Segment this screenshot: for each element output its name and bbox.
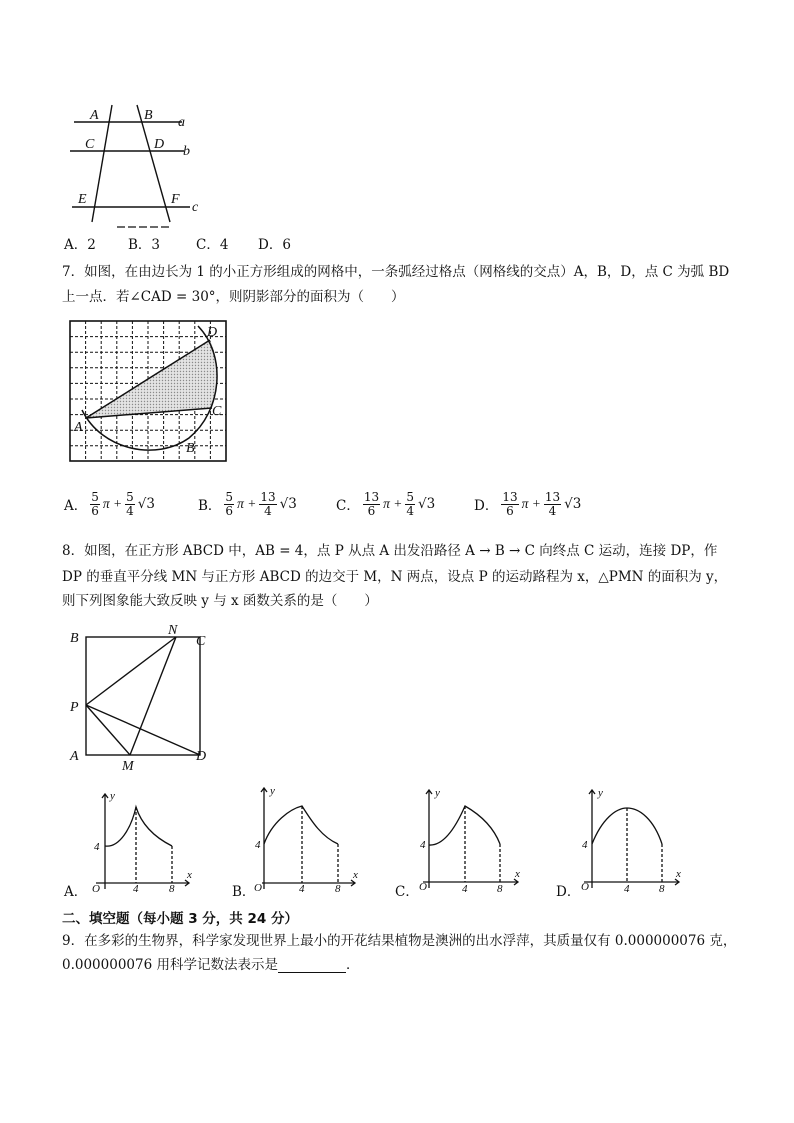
label-B: B	[70, 631, 79, 646]
q9-text-line1: 9．在多彩的生物界，科学家发现世界上最小的开花结果植物是澳洲的出水浮萍，其质量仅有 0.000000076 克，	[62, 933, 737, 949]
label-P: P	[70, 700, 79, 715]
x-tick-8: 8	[497, 883, 503, 894]
x-label: x	[353, 869, 358, 881]
label-A: A	[90, 108, 99, 123]
x-label: x	[187, 869, 192, 881]
x-tick-4: 4	[299, 883, 305, 892]
x-tick-4: 4	[624, 883, 630, 894]
label-D: D	[196, 749, 207, 764]
graph-option-d	[576, 784, 686, 894]
label-E: E	[78, 192, 87, 207]
q9-line2-prefix: 0.000000076 用科学记数法表示是	[62, 957, 278, 973]
y-label: y	[598, 787, 603, 799]
q9-text-line2	[62, 957, 359, 973]
graph-option-c	[415, 784, 525, 894]
q8-text-line3: 则下列图象能大致反映 y 与 x 函数关系的是（ ）	[62, 593, 378, 609]
label-D: D	[154, 137, 165, 152]
origin-label: O	[581, 881, 589, 893]
q8-option-d-label: D．	[556, 884, 581, 900]
section-heading: 二、填空题（每小题 3 分，共 24 分）	[62, 911, 298, 927]
label-A: A	[74, 420, 83, 435]
label-b: b	[183, 144, 190, 159]
q8-option-c-label: C．	[395, 884, 419, 900]
q7-text-line2: 上一点．若∠CAD = 30°，则阴影部分的面积为（ ）	[62, 289, 405, 305]
label-A: A	[70, 749, 79, 764]
q7-option-a: A． $\frac{5}{6}$ π + $\frac{5}{4}$ √3	[64, 490, 155, 518]
q8-option-a-label: A．	[64, 884, 88, 900]
label-D: D	[207, 325, 218, 340]
q8-option-b-label: B．	[232, 884, 256, 900]
parallel-lines-figure	[62, 100, 212, 230]
label-M: M	[122, 759, 134, 772]
x-tick-4: 4	[462, 883, 468, 894]
y-label: y	[110, 790, 115, 802]
origin-label: O	[92, 883, 100, 895]
y-tick-4: 4	[582, 839, 588, 851]
y-label: y	[270, 785, 275, 797]
q7-option-d: D． $\frac{13}{6}$ π + $\frac{13}{4}$ √3	[474, 490, 582, 518]
label-F: F	[171, 192, 180, 207]
label-C: C	[212, 404, 222, 419]
label-c: c	[192, 200, 199, 215]
x-tick-4: 4	[133, 883, 139, 895]
x-label: x	[676, 868, 681, 880]
x-tick-8: 8	[335, 883, 341, 892]
label-B: B	[144, 108, 153, 123]
q6-option-b: B．3	[128, 237, 161, 253]
q6-option-d: D．6	[258, 237, 291, 253]
label-C: C	[85, 137, 95, 152]
label-N: N	[168, 623, 178, 638]
x-label: x	[515, 868, 520, 880]
graph-option-b	[252, 782, 362, 892]
grid-arc-figure	[62, 316, 232, 466]
y-tick-4: 4	[420, 839, 426, 851]
q8-text-line2: DP 的垂直平分线 MN 与正方形 ABCD 的边交于 M，N 两点，设点 P 的运动路程为 x，△PMN 的面积为 y，	[62, 569, 728, 585]
q7-text-line1: 7．如图，在由边长为 1 的小正方形组成的网格中，一条弧经过格点（网格线的交点）A，B，D，点 C 为弧 BD	[62, 264, 730, 280]
label-B: B	[186, 441, 195, 456]
segment-pm	[86, 705, 130, 755]
label-C: C	[196, 634, 206, 649]
y-tick-4: 4	[94, 841, 100, 853]
graph-option-a	[86, 786, 196, 896]
x-tick-8: 8	[659, 883, 665, 894]
q7-option-c: C． $\frac{13}{6}$ π + $\frac{5}{4}$ √3	[336, 490, 436, 518]
y-label: y	[435, 787, 440, 799]
square-figure	[62, 622, 222, 772]
q6-option-c: C．4	[196, 237, 229, 253]
answer-blank[interactable]	[278, 960, 346, 973]
origin-label: O	[419, 881, 427, 893]
x-tick-8: 8	[169, 883, 175, 895]
segment-pd	[86, 705, 200, 755]
q8-text-line1: 8．如图，在正方形 ABCD 中，AB = 4，点 P 从点 A 出发沿路径 A → B → C 向终点 C 运动，连接 DP，作	[62, 543, 718, 559]
square-abcd	[86, 637, 200, 755]
y-tick-4: 4	[255, 839, 261, 851]
q6-option-a: A．2	[64, 237, 96, 253]
q7-option-b: B． $\frac{5}{6}$ π + $\frac{13}{4}$ √3	[198, 490, 297, 518]
label-a: a	[178, 115, 185, 130]
q9-line2-end: ．	[345, 957, 360, 973]
origin-label: O	[254, 882, 262, 892]
